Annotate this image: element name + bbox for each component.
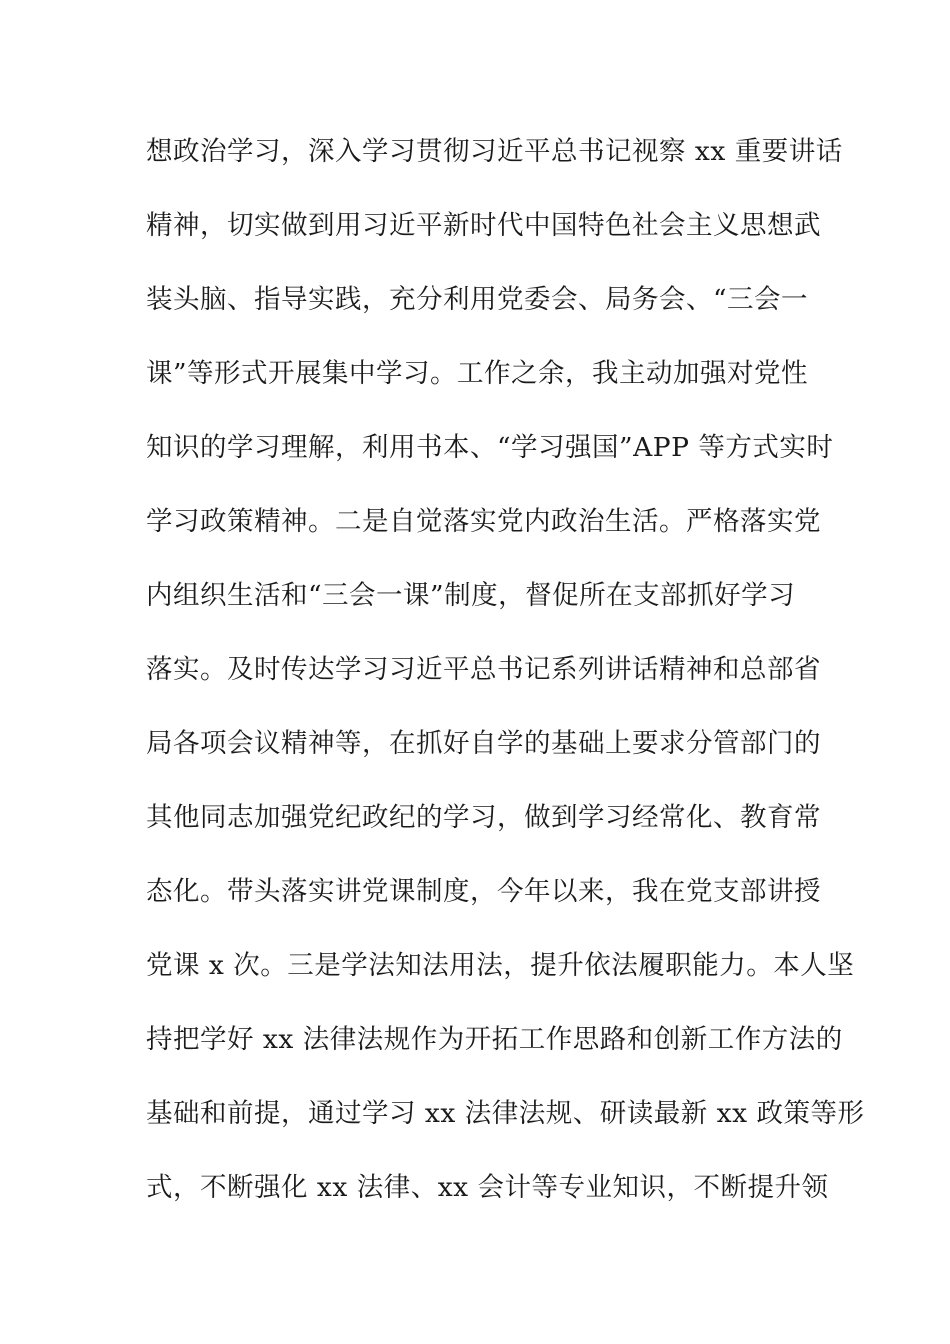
text-line: 局各项会议精神等，在抓好自学的基础上要求分管部门的 [146, 728, 821, 759]
text-line: 知识的学习理解，利用书本、“学习强国”APP 等方式实时 [146, 432, 834, 463]
text-line: 基础和前提，通过学习 xx 法律法规、研读最新 xx 政策等形 [146, 1098, 865, 1129]
body-text [146, 128, 865, 1238]
text-line: 想政治学习，深入学习贯彻习近平总书记视察 xx 重要讲话 [146, 136, 843, 167]
text-line: 内组织生活和“三会一课”制度，督促所在支部抓好学习 [146, 580, 796, 611]
text-line: 装头脑、指导实践，充分利用党委会、局务会、“三会一 [146, 284, 809, 315]
text-line: 态化。带头落实讲党课制度，今年以来，我在党支部讲授 [146, 876, 821, 907]
text-line: 其他同志加强党纪政纪的学习，做到学习经常化、教育常 [146, 802, 821, 833]
text-line: 学习政策精神。二是自觉落实党内政治生活。严格落实党 [146, 506, 821, 537]
text-line: 党课 x 次。三是学法知法用法，提升依法履职能力。本人坚 [146, 950, 855, 981]
text-line: 精神，切实做到用习近平新时代中国特色社会主义思想武 [146, 210, 821, 241]
text-line: 式，不断强化 xx 法律、xx 会计等专业知识，不断提升领 [146, 1172, 829, 1203]
text-line: 落实。及时传达学习习近平总书记系列讲话精神和总部省 [146, 654, 821, 685]
text-line: 课”等形式开展集中学习。工作之余，我主动加强对党性 [146, 358, 809, 389]
text-line: 持把学好 xx 法律法规作为开拓工作思路和创新工作方法的 [146, 1024, 843, 1055]
